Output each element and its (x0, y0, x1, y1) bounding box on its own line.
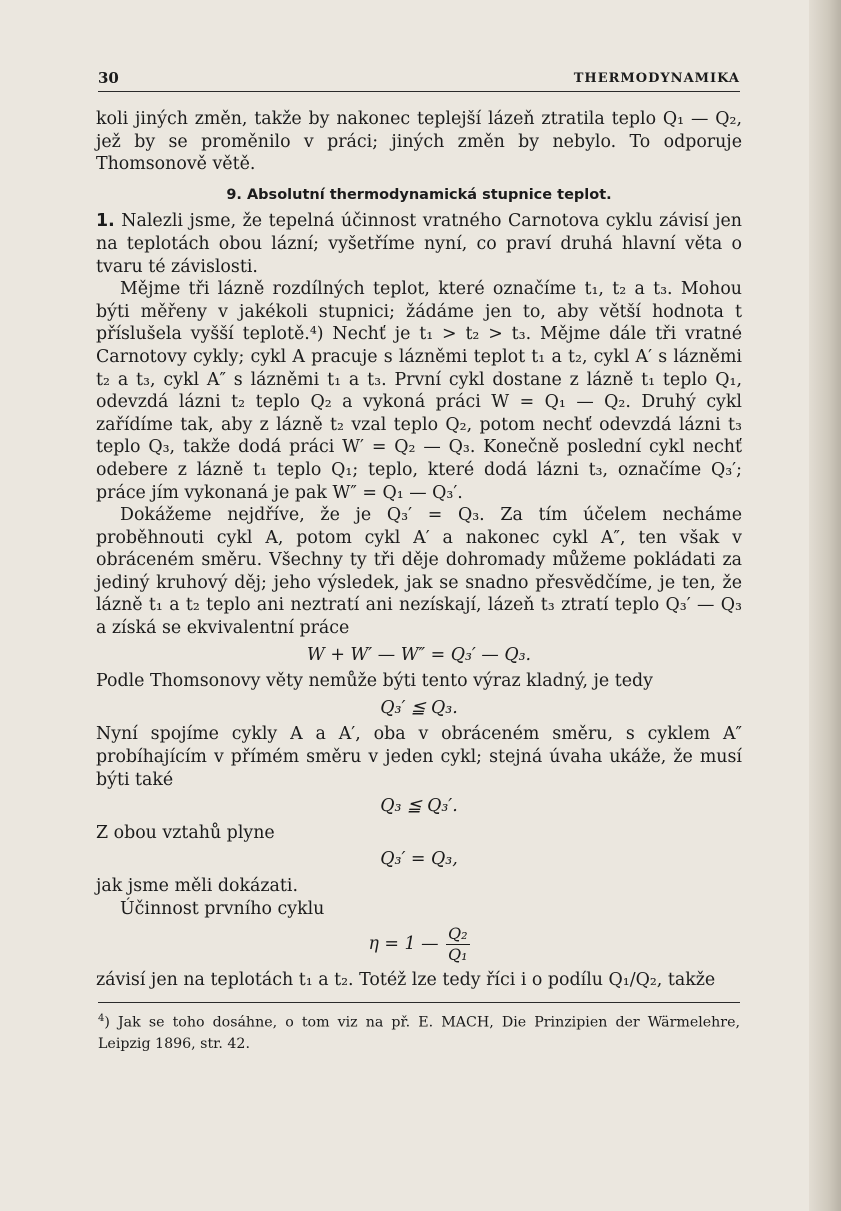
footnote-rule (98, 1002, 740, 1003)
paragraph (96, 210, 742, 278)
section-title: 9. Absolutní thermodynamická stupnice teplot. (226, 186, 612, 203)
paragraph: Z obou vztahů plyne (96, 822, 275, 843)
paragraph: Mějme tři lázně rozdílných teplot, které označíme t₁, t₂ a t₃. Mohou býti měřeny v jakékoli stupnici; žádáme jen to, aby větší hodnota t příslušela vyšší teplotě.⁴) Nechť je t₁ > t₂ > t₃. Mějme dále tři vratné Carnotovy cykly; cykl A pracuje s lázněmi teplot t₁ a t₂, cykl A′ s lázněmi t₂ a t₃, cykl A″ s lázněmi t₁ a t₃. První cykl dostane z lázně t₁ teplo Q₁, odevzdá lázni t₂ teplo Q₂ a vykoná práci W = Q₁ — Q₂. Druhý cykl zařídíme tak, aby z lázně t₂ vzal teplo Q₂, potom nechť odevzdá lázni t₃ teplo Q₃, takže dodá práci W′ = Q₂ — Q₃. Konečně poslední cykl nechť odebere z lázně t₁ teplo Q₁; teplo, které dodá lázni t₃, označíme Q₃′; práce jím vykonaná je pak W″ = Q₁ — Q₃′. (96, 279, 742, 503)
page-binding-shadow (809, 0, 841, 1211)
paragraph: Dokážeme nejdříve, že je Q₃′ = Q₃. Za tím účelem necháme proběhnouti cykl A, potom cykl A′ a nakonec cykl A″, ten však v obráceném směru. Všechny ty tři děje dohromady můžeme pokládati za jediný kruhový děj; jeho výsledek, jak se snadno přesvědčíme, je ten, že lázně t₁ a t₂ teplo ani neztratí ani nezískají, lázeň t₃ ztratí teplo Q₃′ — Q₃ a získá se ekvivalentní práce (96, 505, 742, 639)
paragraph: Nyní spojíme cykly A a A′, oba v obráceném směru, s cyklem A″ probíhajícím v přímém směru v jeden cykl; stejná úvaha ukáže, že musí býti také (96, 724, 742, 790)
paragraph: jak jsme měli dokázati. (96, 876, 299, 896)
fraction-denominator: Q₁ (448, 945, 468, 965)
footnote-text: ) Jak se toho dosáhne, o tom viz na př. E. MACH, Die Prinzipien der Wärmelehre, Leipzig 1896, str. 42. (98, 1014, 740, 1052)
fraction-numerator: Q₂ (448, 924, 468, 944)
paragraph-text: Nalezli jsme, že tepelná účinnost vratného Carnotova cyklu závisí jen na teplotách obou lázní; vyšetříme nyní, co praví druhá hlavní věta o tvaru té závislosti. (96, 211, 742, 277)
main-text (96, 108, 742, 992)
paragraph: koli jiných změn, takže by nakonec teplejší lázeň ztratila teplo Q₁ — Q₂, jež by se proměnilo v práci; jiných změn by nebylo. To odporuje Thomsonově větě. (96, 109, 742, 175)
paragraph: závisí jen na teplotách t₁ a t₂. Totéž lze tedy říci i o podílu Q₁/Q₂, takže (96, 970, 716, 991)
footnote (98, 1008, 740, 1055)
equation: Q₃ ≦ Q₃′. (380, 796, 458, 817)
equation: Q₃′ ≦ Q₃. (380, 697, 458, 718)
running-header (98, 69, 740, 92)
running-title: THERMODYNAMIKA (573, 71, 740, 86)
equation-efficiency (96, 924, 742, 965)
fraction (446, 924, 470, 965)
paragraph: Podle Thomsonovy věty nemůže býti tento výraz kladný, je tedy (96, 671, 653, 692)
equation-lhs: η = 1 — (368, 934, 439, 955)
equation: Q₃′ = Q₃, (380, 849, 458, 870)
paragraph-number: 1. (96, 211, 115, 232)
footnote-mark: 4 (98, 1013, 105, 1024)
page-number: 30 (98, 69, 119, 87)
equation: W + W′ — W″ = Q₃′ — Q₃. (306, 644, 532, 665)
paragraph: Účinnost prvního cyklu (120, 898, 325, 919)
